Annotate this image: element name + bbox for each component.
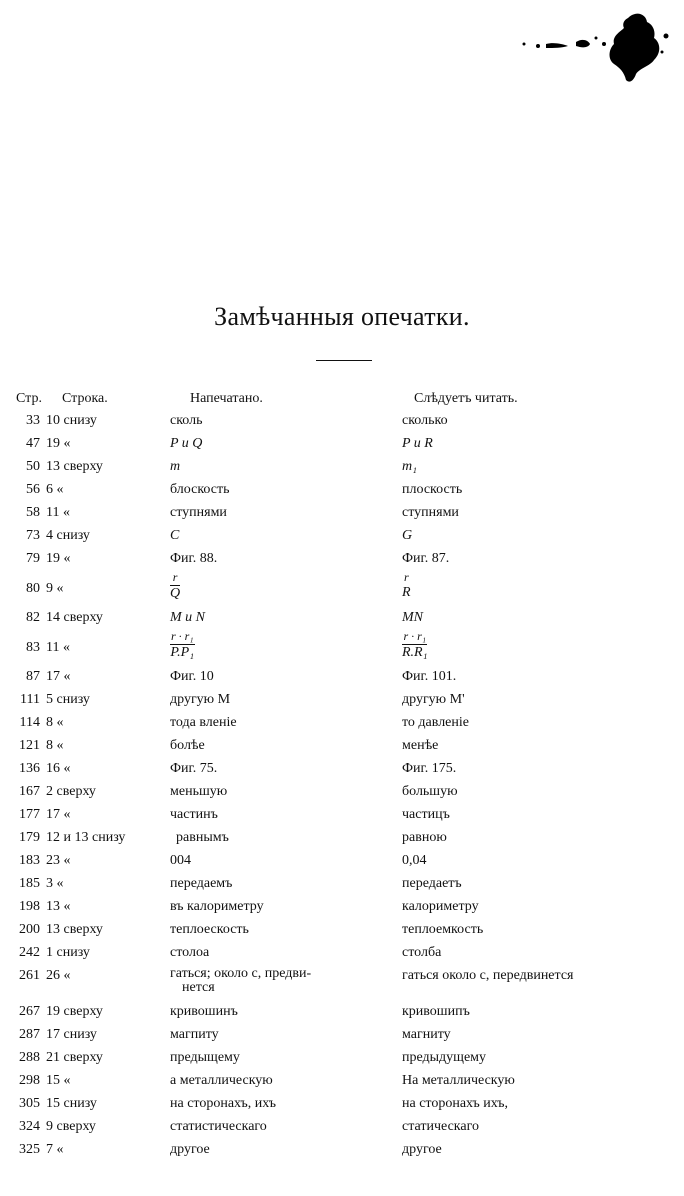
fraction-denominator: R.R₁ (402, 645, 428, 660)
row-printed: C (170, 528, 180, 543)
page-title: Замѣчанныя опечатки. (214, 302, 470, 331)
fraction-numerator: r · r₁ (171, 629, 194, 643)
table-row (0, 964, 684, 1000)
row-page: 56 (26, 482, 40, 497)
row-read: кривошипъ (402, 1004, 470, 1019)
row-line: 7 « (46, 1142, 64, 1157)
row-page: 121 (19, 738, 40, 753)
row-printed: другую M (170, 692, 231, 707)
row-read: частицъ (402, 807, 450, 822)
row-printed: ступнями (170, 505, 227, 520)
row-printed: магпиту (170, 1027, 219, 1042)
row-printed-fraction (170, 570, 180, 601)
row-printed: статистическаго (170, 1119, 267, 1134)
table-row (0, 1000, 684, 1023)
row-printed: равнымъ (176, 830, 229, 845)
row-line: 11 « (46, 640, 70, 655)
header-printed: Напечатано. (190, 391, 263, 406)
row-page: 287 (19, 1027, 40, 1042)
table-row (0, 803, 684, 826)
row-read: G (402, 528, 413, 543)
row-page: 324 (19, 1119, 40, 1134)
row-read-fraction (402, 629, 427, 660)
row-page: 185 (19, 876, 40, 891)
row-printed: M и N (170, 610, 205, 625)
row-line: 26 « (46, 968, 71, 983)
row-page: 261 (19, 968, 40, 983)
row-read: m₁ (402, 459, 417, 474)
row-read: теплоемкость (402, 922, 484, 937)
row-page: 114 (19, 715, 40, 730)
row-line: 6 « (46, 482, 64, 497)
title-rule (316, 360, 372, 361)
table-row (0, 501, 684, 524)
row-page: 47 (26, 436, 40, 451)
row-line: 10 снизу (46, 413, 97, 428)
table-row (0, 941, 684, 964)
table-row (0, 1069, 684, 1092)
row-printed: 004 (170, 853, 191, 868)
row-page: 50 (26, 459, 40, 474)
row-line: 13 сверху (46, 922, 103, 937)
row-printed: m (170, 459, 181, 474)
row-read: равною (402, 830, 447, 845)
row-read: то давленіе (402, 715, 469, 730)
table-row (0, 1138, 684, 1161)
table-row (0, 711, 684, 734)
row-line: 15 снизу (46, 1096, 97, 1111)
row-page: 298 (19, 1073, 40, 1088)
table-row (0, 629, 684, 665)
header-read: Слѣдуетъ читать. (414, 391, 518, 406)
row-read: Фиг. 87. (402, 551, 450, 566)
table-row (0, 547, 684, 570)
row-line: 19 « (46, 436, 71, 451)
row-printed: Фиг. 10 (170, 669, 214, 684)
row-line: 17 снизу (46, 1027, 97, 1042)
row-read: столба (402, 945, 442, 960)
row-page: 136 (19, 761, 40, 776)
row-printed: передаемъ (170, 876, 233, 891)
row-line: 13 « (46, 899, 71, 914)
errata-table (0, 386, 684, 1161)
table-row (0, 432, 684, 455)
row-printed: другое (170, 1142, 210, 1157)
row-read: Фиг. 101. (402, 669, 457, 684)
row-read: плоскость (402, 482, 463, 497)
row-line: 19 сверху (46, 1004, 103, 1019)
fraction-numerator: r (172, 570, 178, 584)
row-line: 17 « (46, 669, 71, 684)
row-page: 82 (26, 610, 40, 625)
row-printed: Фиг. 88. (170, 551, 218, 566)
table-row (0, 872, 684, 895)
row-printed: тода вленіе (170, 715, 237, 730)
row-printed: сколь (170, 413, 203, 428)
table-row (0, 524, 684, 547)
row-line: 17 « (46, 807, 71, 822)
row-line: 11 « (46, 505, 70, 520)
row-printed: блоскость (170, 482, 230, 497)
row-read: P и R (402, 436, 433, 451)
table-row (0, 1092, 684, 1115)
fraction-numerator: r · r₁ (403, 629, 426, 643)
row-line: 4 снизу (46, 528, 90, 543)
fraction-denominator: R (402, 585, 411, 600)
table-row (0, 570, 684, 606)
row-line: 12 и 13 снизу (46, 830, 126, 845)
fraction-denominator: Q (170, 586, 181, 601)
row-line: 19 « (46, 551, 71, 566)
table-row (0, 849, 684, 872)
row-read-fraction (402, 570, 411, 600)
row-line: 23 « (46, 853, 71, 868)
row-line: 2 сверху (46, 784, 96, 799)
row-read: другое (402, 1142, 442, 1157)
table-row (0, 895, 684, 918)
table-row (0, 409, 684, 432)
row-read: статическаго (402, 1119, 479, 1134)
row-line: 5 снизу (46, 692, 90, 707)
row-page: 83 (26, 640, 40, 655)
row-printed: на сторонахъ, ихъ (170, 1096, 276, 1111)
row-printed: частинъ (170, 807, 218, 822)
table-row (0, 455, 684, 478)
ink-blot-image (516, 8, 676, 88)
row-page: 79 (26, 551, 40, 566)
table-row (0, 918, 684, 941)
row-line: 15 « (46, 1073, 71, 1088)
table-header (0, 386, 684, 409)
row-page: 325 (19, 1142, 40, 1157)
table-row (0, 665, 684, 688)
table-row (0, 780, 684, 803)
row-page: 87 (26, 669, 40, 684)
fraction-numerator: r (403, 570, 409, 584)
row-printed: кривошинъ (170, 1004, 238, 1019)
row-page: 242 (19, 945, 40, 960)
row-read: сколько (402, 413, 448, 428)
table-row (0, 1046, 684, 1069)
row-line: 21 сверху (46, 1050, 103, 1065)
row-page: 80 (26, 581, 40, 596)
row-line: 9 сверху (46, 1119, 96, 1134)
row-line: 3 « (46, 876, 64, 891)
table-row (0, 757, 684, 780)
row-page: 288 (19, 1050, 40, 1065)
row-printed: P и Q (170, 436, 203, 451)
row-printed: въ калориметру (170, 899, 264, 914)
row-printed: теплоескость (170, 922, 249, 937)
row-line: 9 « (46, 581, 64, 596)
row-line: 16 « (46, 761, 71, 776)
row-printed: а металлическую (170, 1073, 273, 1088)
row-page: 179 (19, 830, 40, 845)
row-page: 183 (19, 853, 40, 868)
row-page: 73 (26, 528, 40, 543)
row-line: 8 « (46, 715, 64, 730)
table-row (0, 734, 684, 757)
row-page: 198 (19, 899, 40, 914)
header-page: Стр. (16, 391, 42, 406)
table-row (0, 826, 684, 849)
row-line: 14 сверху (46, 610, 103, 625)
row-page: 200 (19, 922, 40, 937)
row-read: гаться около c, передвинется (402, 968, 574, 983)
row-printed: болѣе (170, 738, 205, 753)
row-page: 58 (26, 505, 40, 520)
row-read: ступнями (402, 505, 459, 520)
row-read: передаетъ (402, 876, 462, 891)
row-printed-fraction (170, 629, 195, 660)
row-read: менѣе (402, 738, 439, 753)
table-row (0, 688, 684, 711)
header-line: Строка. (62, 391, 108, 406)
printed-line-1: гаться; около c, предви- (170, 966, 312, 981)
row-read: предыдущему (402, 1050, 487, 1065)
row-read: на сторонахъ ихъ, (402, 1096, 508, 1111)
row-line: 8 « (46, 738, 64, 753)
row-read: большую (402, 784, 458, 799)
row-page: 33 (26, 413, 40, 428)
row-page: 167 (19, 784, 40, 799)
fraction-denominator: P.P₁ (170, 645, 195, 660)
table-row (0, 606, 684, 629)
table-row (0, 1115, 684, 1138)
row-printed: Фиг. 75. (170, 761, 218, 776)
table-row (0, 1023, 684, 1046)
row-printed: предыщему (170, 1050, 240, 1065)
row-line: 13 сверху (46, 459, 103, 474)
row-line: 1 снизу (46, 945, 90, 960)
row-page: 111 (20, 692, 40, 707)
row-page: 267 (19, 1004, 40, 1019)
row-read: калориметру (402, 899, 479, 914)
printed-line-2: нется (182, 980, 215, 995)
row-printed-wrapped (170, 967, 400, 995)
row-page: 305 (19, 1096, 40, 1111)
row-page: 177 (19, 807, 40, 822)
row-printed: столоа (170, 945, 210, 960)
table-row (0, 478, 684, 501)
row-read: магниту (402, 1027, 451, 1042)
row-read: 0,04 (402, 853, 427, 868)
row-printed: меньшую (170, 784, 228, 799)
row-read: Фиг. 175. (402, 761, 457, 776)
row-read: На металлическую (402, 1073, 515, 1088)
row-read: другую M' (402, 692, 465, 707)
row-read: MN (402, 610, 423, 625)
